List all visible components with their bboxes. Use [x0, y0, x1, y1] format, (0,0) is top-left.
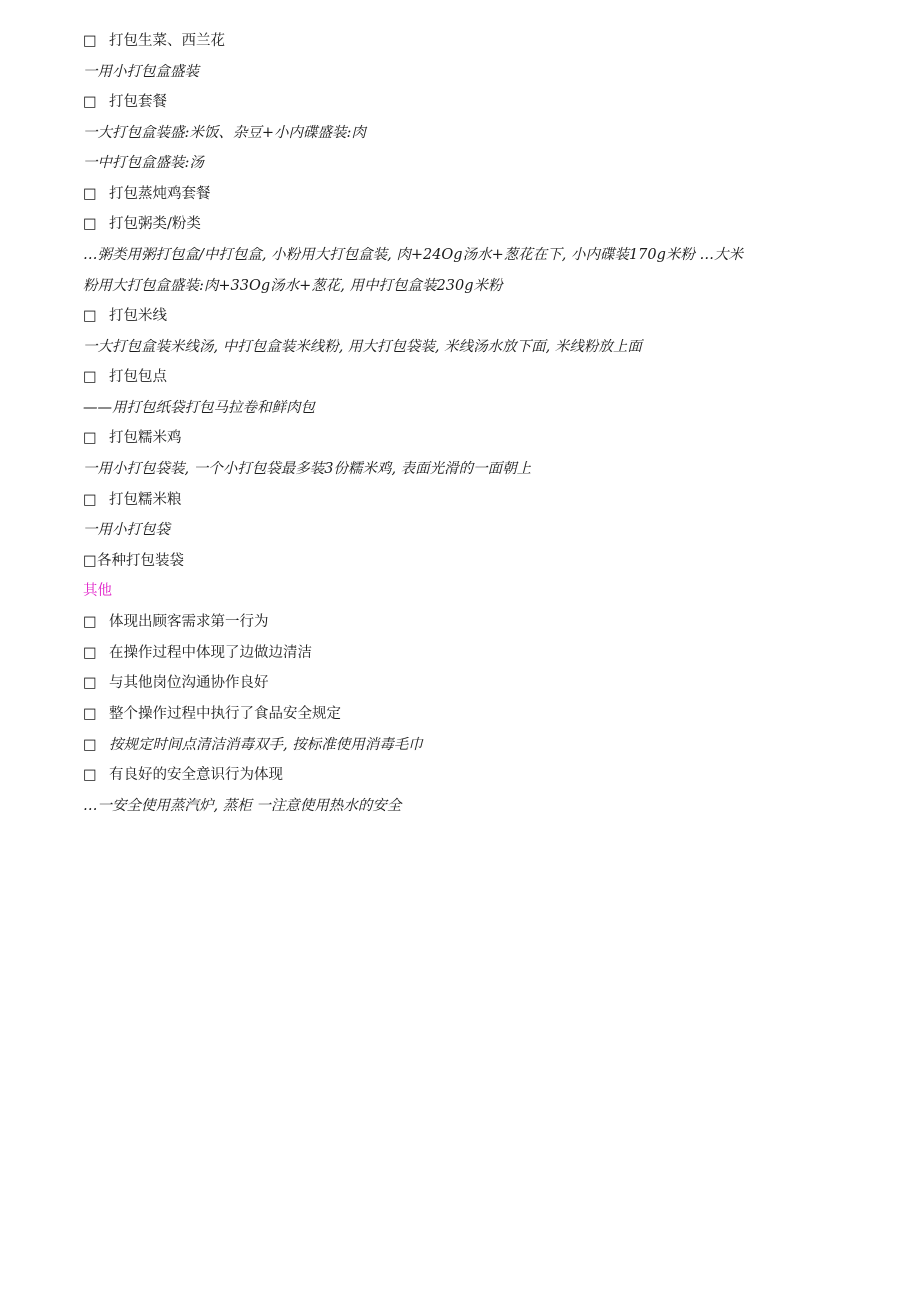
checkbox[interactable]: □: [83, 216, 97, 232]
checklist-item-label: 各种打包装袋: [97, 553, 184, 569]
checklist-item-packing-bags: [83, 551, 184, 571]
checklist-item-label: 体现出顾客需求第一行为: [109, 614, 269, 630]
checklist-item-label: 打包蒸炖鸡套餐: [109, 186, 211, 202]
instruction-note: 一用小打包袋: [83, 522, 170, 538]
instruction-note: 一中打包盒盛装:汤: [83, 155, 204, 171]
checklist-item-label: 打包包点: [109, 369, 167, 385]
checkbox[interactable]: □: [83, 675, 97, 691]
checklist-item-pack-buns: [83, 367, 167, 387]
checklist-item-label: 在操作过程中体现了边做边清洁: [109, 645, 312, 661]
checklist-item-clean-as-you-go: [83, 643, 312, 663]
checkbox[interactable]: □: [83, 706, 97, 722]
checklist-item-teamwork: [83, 673, 269, 693]
checkbox[interactable]: □: [83, 553, 97, 569]
checklist-item-label: 打包粥类/粉类: [109, 216, 201, 232]
checkbox[interactable]: □: [83, 492, 97, 508]
checklist-item-safety-awareness: [83, 765, 283, 785]
section-heading-other: 其他: [83, 583, 112, 599]
checklist-item-label: 打包糯米鸡: [109, 430, 182, 446]
instruction-note: 一大打包盒装米线汤, 中打包盒装米线粉, 用大打包袋装, 米线汤水放下面, 米线粉放上面: [83, 339, 642, 355]
checklist-item-pack-glutinous-rice: [83, 490, 182, 510]
checklist-item-hand-sanitizing: [83, 735, 423, 755]
checklist-item-pack-congee-noodles: [83, 214, 201, 234]
checkbox[interactable]: □: [83, 186, 97, 202]
checkbox[interactable]: □: [83, 33, 97, 49]
checklist-item-customer-first: [83, 612, 269, 632]
checkbox[interactable]: □: [83, 430, 97, 446]
instruction-note: 一用小打包盒盛装: [83, 64, 199, 80]
checklist-item-pack-glutinous-rice-chicken: [83, 428, 182, 448]
checklist-item-label: 与其他岗位沟通协作良好: [109, 675, 269, 691]
checkbox[interactable]: □: [83, 308, 97, 324]
instruction-note: 一大打包盒装盛:米饭、杂豆+小内碟盛装:肉: [83, 125, 366, 141]
checklist-item-pack-steamed-chicken-set: [83, 184, 211, 204]
checklist-item-label: 整个操作过程中执行了食品安全规定: [109, 706, 341, 722]
checkbox[interactable]: □: [83, 767, 97, 783]
instruction-note: …一安全使用蒸汽炉, 蒸柜 一注意使用热水的安全: [83, 798, 402, 814]
checklist-item-label: 按规定时间点清洁消毒双手, 按标准使用消毒毛巾: [109, 737, 423, 753]
instruction-note: 粉用大打包盒盛装:肉+33Og汤水+葱花, 用中打包盒装230g米粉: [83, 278, 503, 294]
instruction-note: 一用小打包袋装, 一个小打包袋最多装3份糯米鸡, 表面光滑的一面朝上: [83, 461, 532, 477]
checklist-item-label: 打包生菜、西兰花: [109, 33, 225, 49]
checkbox[interactable]: □: [83, 94, 97, 110]
checklist-item-label: 打包糯米粮: [109, 492, 182, 508]
checkbox[interactable]: □: [83, 645, 97, 661]
checklist-item-pack-lettuce-broccoli: [83, 31, 225, 51]
checkbox[interactable]: □: [83, 737, 97, 753]
checklist-item-label: 有良好的安全意识行为体现: [109, 767, 283, 783]
checkbox[interactable]: □: [83, 614, 97, 630]
checklist-item-label: 打包套餐: [109, 94, 167, 110]
checklist-item-pack-set-meal: [83, 92, 167, 112]
instruction-note: …粥类用粥打包盒/中打包盒, 小粉用大打包盒装, 肉+24Og汤水+葱花在下, 小内碟装170g米粉 …大米: [83, 247, 744, 263]
checklist-item-pack-rice-noodles: [83, 306, 167, 326]
checklist-item-label: 打包米线: [109, 308, 167, 324]
checkbox[interactable]: □: [83, 369, 97, 385]
checklist-item-food-safety: [83, 704, 341, 724]
instruction-note: ——用打包纸袋打包马拉卷和鲜肉包: [83, 400, 315, 416]
